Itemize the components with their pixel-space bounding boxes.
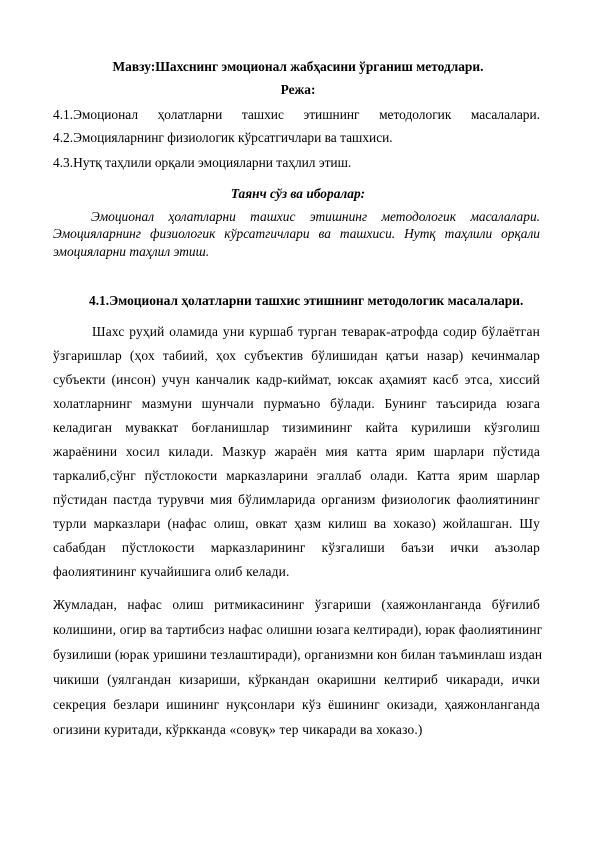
plan-item-3: 4.3.Нутқ таҳлили орқали эмоцияларни таҳлил этиш. xyxy=(53,155,352,170)
keywords-line-2: Эмоцияларнинг физиологик кўрсатгичлари ва ташхиси. Нутқ таҳлили орқали xyxy=(53,226,540,241)
paragraph2-line-5: секреция безлари ишининг нуқсонлари кўз ёшининг окизади, ҳаяжонланганда xyxy=(53,697,540,712)
paragraph1-line-3: субъекти (инсон) учун канчалик кадр-киймат, юксак аҳамият касб этса, хиссий xyxy=(53,372,540,387)
plan-item-2: 4.2.Эмоцияларнинг физиологик кўрсатгичлари ва ташхиси. xyxy=(53,130,393,145)
paragraph2-line-4: чикиши (уялгандан кизариши, кўркандан окаришни келтириб чикаради, ички xyxy=(53,672,540,687)
paragraph2-line-2: колишини, огир ва тартибсиз нафас олишни юзага келтиради), юрак фаолиятининг xyxy=(53,622,543,637)
plan-item-1: 4.1.Эмоционал ҳолатларни ташхис этишнинг методологик масалалари. xyxy=(53,107,540,122)
section-heading: 4.1.Эмоционал ҳолатларни ташхис этишнинг методологик масалалари. xyxy=(89,293,524,308)
paragraph1-line-9: турли марказлари (нафас олиш, овкат ҳазм килиш ва хоказо) жойлашган. Шу xyxy=(53,516,540,531)
paragraph2-line-3: бузилиши (юрак уришини тезлаштиради), организмни кон билан таъминлаш издан xyxy=(53,647,543,662)
paragraph1-line-10: сабабдан пўстлокости марказларининг кўзгалиши баъзи ички аъзолар xyxy=(53,540,540,555)
paragraph1-line-2: ўзгаришлар (ҳох табиий, ҳох субъектив бўлишидан қатъи назар) кечинмалар xyxy=(53,348,540,363)
paragraph1-line-4: холатларнинг мазмуни шунчали пурмаъно бўлади. Бунинг таъсирида юзага xyxy=(53,396,540,411)
paragraph2-line-1: Жумладан, нафас олиш ритмикасининг ўзгариши (хаяжонланганда бўғилиб xyxy=(53,597,540,612)
document-title: Мавзу:Шахснинг эмоционал жабҳасини ўрганиш методлари. xyxy=(112,59,484,74)
paragraph2-line-6: огизини куритади, кўркканда «совуқ» тер чикаради ва хоказо.) xyxy=(53,722,423,737)
plan-heading: Режа: xyxy=(280,82,316,97)
paragraph1-line-1: Шахс руҳий оламида уни куршаб турган теварак-атрофда содир бўлаётган xyxy=(92,324,540,339)
keywords-line-1: Эмоционал ҳолатларни ташхис этишнинг методологик масалалари. xyxy=(91,209,540,224)
keywords-line-3: эмоцияларни таҳлил этиш. xyxy=(53,244,210,259)
paragraph1-line-5: келадиган муваккат боғланишлар тизимининг кайта курилиши кўзголиш xyxy=(53,420,540,435)
paragraph1-line-6: жараёнини хосил килади. Мазкур жараён мия катта ярим шарлари пўстида xyxy=(53,444,540,459)
paragraph1-line-8: пўстидан пастда турувчи мия бўлимларида организм физиологик фаолиятининг xyxy=(53,492,540,507)
paragraph1-line-7: таркалиб,сўнг пўстлокости марказларини эгаллаб олади. Катта ярим шарлар xyxy=(53,468,540,483)
keywords-heading: Таянч сўз ва иборалар: xyxy=(230,186,366,201)
paragraph1-line-11: фаолиятининг кучайишига олиб келади. xyxy=(53,564,290,579)
